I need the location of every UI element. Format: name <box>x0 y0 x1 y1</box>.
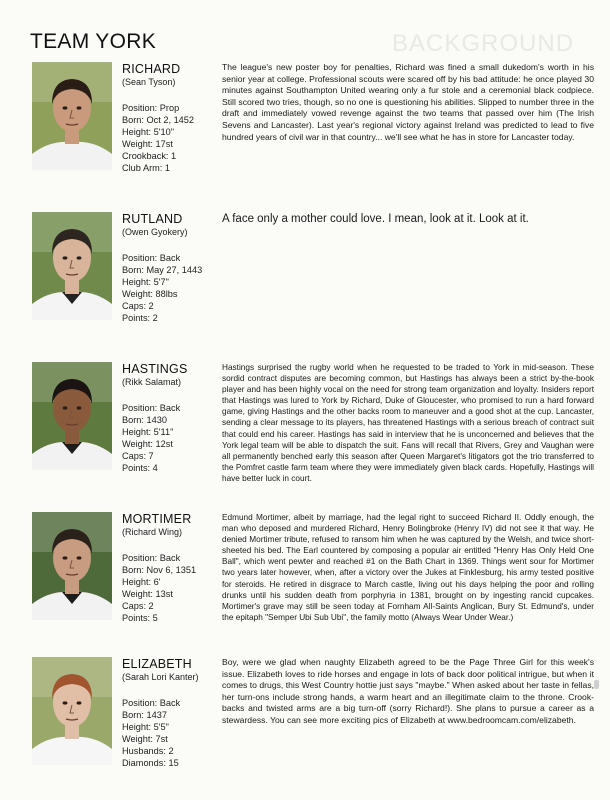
player-actor: (Sarah Lori Kanter) <box>122 672 199 682</box>
player-photo <box>32 362 112 470</box>
player-stat: Born: May 27, 1443 <box>122 265 203 275</box>
player-stat: Points: 4 <box>122 463 158 473</box>
player-stats <box>122 697 180 769</box>
ghost-heading: BACKGROUND <box>392 30 575 57</box>
player-name: ELIZABETH <box>122 657 192 671</box>
player-stat: Height: 6' <box>122 577 161 587</box>
player-stats <box>122 252 202 324</box>
player-stat: Points: 5 <box>122 613 158 623</box>
player-stat: Crookback: 1 <box>122 151 177 161</box>
player-stat: Weight: 12st <box>122 439 173 449</box>
player-stat: Weight: 13st <box>122 589 173 599</box>
player-name: MORTIMER <box>122 512 192 526</box>
player-card-hastings <box>32 362 592 482</box>
page-title: TEAM YORK <box>30 30 157 53</box>
player-card-mortimer <box>32 512 592 632</box>
player-photo <box>32 657 112 765</box>
player-actor: (Richard Wing) <box>122 527 183 537</box>
player-actor: (Owen Gyokery) <box>122 227 188 237</box>
player-name: RICHARD <box>122 62 181 76</box>
player-stat: Position: Back <box>122 553 181 563</box>
player-card-richard <box>32 62 592 182</box>
player-stat: Position: Back <box>122 253 181 263</box>
player-stats <box>122 402 180 474</box>
player-stat: Height: 5'11" <box>122 427 174 437</box>
player-photo <box>32 62 112 170</box>
player-stat: Club Arm: 1 <box>122 163 170 173</box>
player-stat: Weight: 88lbs <box>122 289 178 299</box>
player-stat: Weight: 17st <box>122 139 173 149</box>
player-bio: The league's new poster boy for penalties, Richard was fined a small dukedom's worth in his senior year at college. Professional scouts were scared off by his bad attitude: he once played 30 minutes against Southampton United wearing only a fur stole and a ceremonial black codpiece. Still scored two tries, though, so no one is questioning his abilities. Slipped to number three in the draft and immediately vowed revenge against the two teams that passed over him (The Irish Sevens and Lancaster). Last year's regional victory against Ireland was predicted to lead to five hundred years of civil war in that country... we'll see what he has in store for Lancaster today. <box>222 62 594 142</box>
player-card-elizabeth <box>32 657 592 777</box>
player-bio: Edmund Mortimer, albeit by marriage, had the legal right to succeed Richard II. Oddly enough, the man who deposed and murdered Richard, Henry Bolingbroke (Henry IV) did not see it that way. He denied Mortimer tribute, refused to ransom him when he was captured by the Welsh, and twice short-sheeted his bed. The Earl countered by composing a popular air entitled "Henry Has Only Held One Ball", which went pewter and reached #1 on the Bath Chart in 1369. Things went sour for Mortimer two years later however, when, after a victory over the Jukes at Finklesburg, his army tested positive for steroids. He retired in disgrace to March castle, living out his days helping the poor and rolling drunks until his sudden death from porphyria in 1381, brought on by ingesting rancid cupcakes. Mortimer's grave may still be seen today at Fornham All-Saints Anglican, Bury St. Edmund's, under the epitaph "Semper Ubi Sub Ubi", the family motto (Always Wear Under Wear.) <box>222 513 594 622</box>
player-stat: Points: 2 <box>122 313 158 323</box>
player-card-rutland <box>32 212 592 332</box>
player-actor: (Sean Tyson) <box>122 77 176 87</box>
player-stat: Position: Back <box>122 403 181 413</box>
player-stat: Caps: 2 <box>122 601 154 611</box>
player-name: HASTINGS <box>122 362 188 376</box>
player-stat: Born: Nov 6, 1351 <box>122 565 197 575</box>
player-stat: Born: 1430 <box>122 415 167 425</box>
player-bio: A face only a mother could love. I mean, look at it. Look at it. <box>222 213 529 225</box>
player-actor: (Rikk Salamat) <box>122 377 182 387</box>
player-stat: Position: Back <box>122 698 181 708</box>
player-stat: Husbands: 2 <box>122 746 174 756</box>
player-stat: Born: Oct 2, 1452 <box>122 115 195 125</box>
player-stats <box>122 102 194 174</box>
player-stats <box>122 552 196 624</box>
player-photo <box>32 212 112 320</box>
player-stat: Caps: 2 <box>122 301 154 311</box>
player-name: RUTLAND <box>122 212 183 226</box>
player-stat: Height: 5'10" <box>122 127 175 137</box>
player-stat: Born: 1437 <box>122 710 167 720</box>
player-bio: Boy, were we glad when naughty Elizabeth agreed to be the Page Three Girl for this week's issue. Elizabeth loves to ride horses and engage in lots of back door political intrigue, but when it comes to drugs, this West Country hottie just says "maybe." When asked about her taste in fellas, her turn-ons include strong hands, a warm heart and an illegitimate claim to the throne. Crook-backs and twisted arms are a big turn-off (sorry Richard!). She plans to pursue a career as a stewardess. You can see more exciting pics of Elizabeth at www.bedroomcam.com/elizabeth. <box>222 657 594 725</box>
paper-speck <box>594 680 599 689</box>
player-stat: Caps: 7 <box>122 451 154 461</box>
player-stat: Diamonds: 15 <box>122 758 179 768</box>
player-stat: Weight: 7st <box>122 734 168 744</box>
player-photo <box>32 512 112 620</box>
player-stat: Position: Prop <box>122 103 180 113</box>
player-stat: Height: 5'5" <box>122 722 169 732</box>
player-stat: Height: 5'7" <box>122 277 169 287</box>
player-bio: Hastings surprised the rugby world when he requested to be traded to York in mid-season. These sordid contract disputes are becoming common, but Hastings has always been a strict by-the-book player and has been highly vocal on the need for strong team organization and loyalty. Insiders report that Hastings was lured to York by Richard, Duke of Gloucester, who promised to run a hard forward game, giving Hastings and the other backs room to maneuver and a good shot at the cup. Lancaster, sending a clear message to its players, has threatened Hastings with a serious breach of contract suit that could end his career. Hastings has said in interview that he is unconcerned and believes that the York legal team will be able to dispatch the suit. Fans will recall that Rivers, Grey and Vaughan were all permanently benched early this season after Queen Margaret's litigators got the trio transferred to the Pomfret castle farm team where they were immediately given black cards. Hopefully, Hastings will have better luck in court. <box>222 363 594 483</box>
